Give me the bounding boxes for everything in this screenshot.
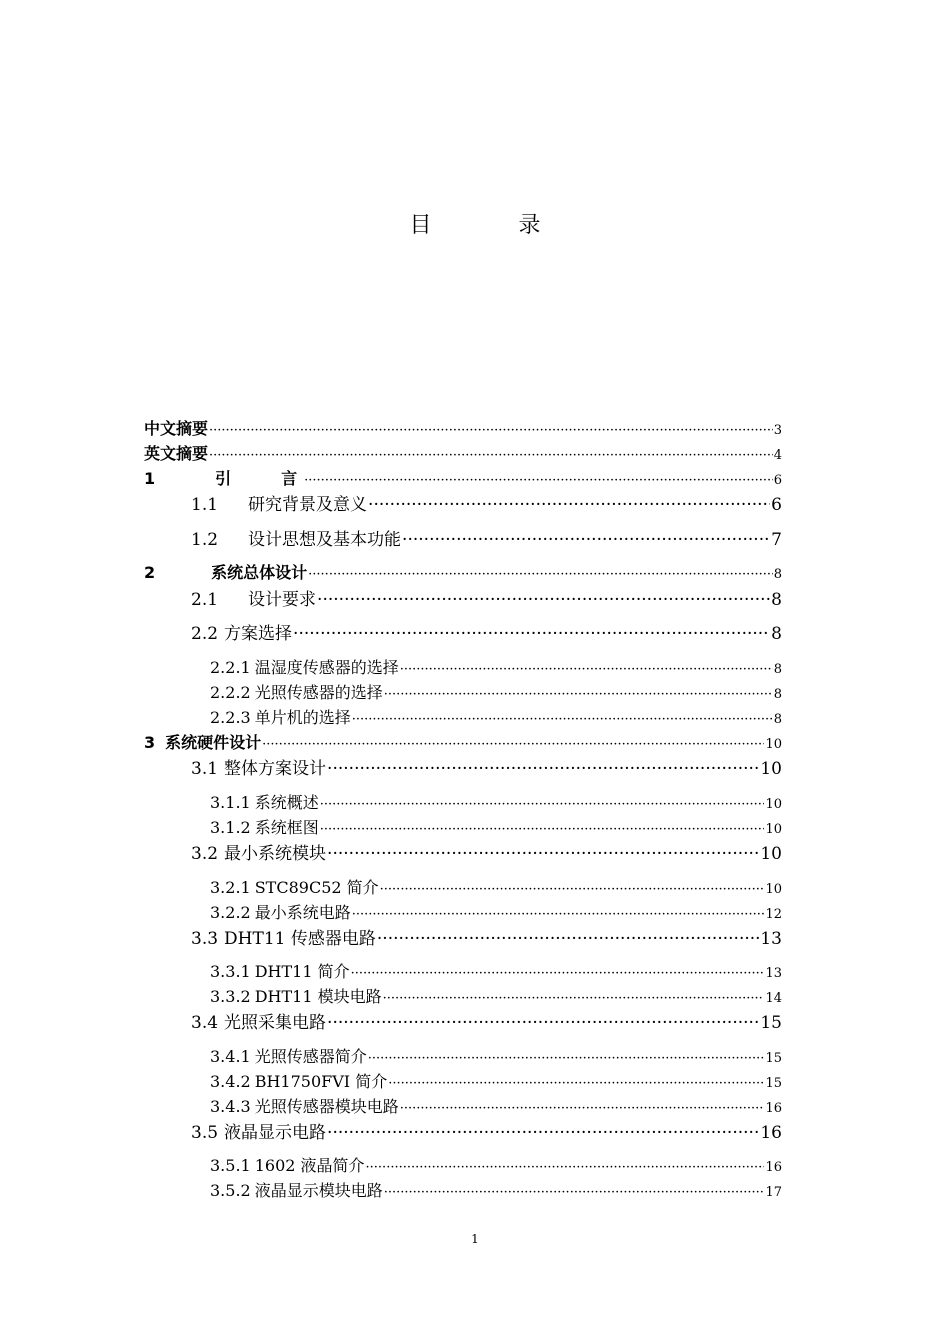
toc-entry[interactable]	[191, 619, 782, 644]
toc-entry-title: DHT11 传感器电路	[224, 929, 376, 949]
toc-entry-number: 1.2	[191, 530, 219, 550]
toc-entry-label	[144, 441, 208, 464]
dot-leader	[352, 712, 773, 727]
toc-entry-page: 16	[760, 1123, 782, 1143]
toc-entry-number: 3	[144, 733, 156, 752]
toc-entry-page: 6	[773, 473, 782, 488]
toc-entry-title: 引 言	[215, 469, 304, 488]
dot-leader	[380, 882, 765, 897]
dot-leader	[327, 1123, 759, 1143]
toc-entry[interactable]	[210, 875, 782, 898]
dot-leader	[209, 448, 773, 463]
toc-entry-page: 8	[771, 624, 782, 644]
toc-entry-page: 12	[765, 907, 782, 922]
toc-entry-page: 4	[773, 448, 782, 463]
toc-entry[interactable]	[144, 441, 782, 464]
toc-entry-page: 17	[765, 1185, 782, 1200]
toc-entry-label	[210, 875, 379, 898]
toc-entry-page: 10	[760, 844, 782, 864]
dot-leader	[384, 1185, 765, 1200]
toc-entry-page: 13	[765, 966, 782, 981]
toc-entry-number: 3.4	[191, 1013, 219, 1033]
toc-entry[interactable]	[210, 680, 782, 703]
toc-entry-label	[191, 924, 376, 949]
toc-entry-page: 14	[765, 991, 782, 1006]
toc-entry-label	[144, 416, 208, 439]
toc-entry-label	[210, 959, 350, 982]
toc-entry-page: 10	[760, 759, 782, 779]
dot-leader	[327, 844, 759, 864]
toc-entry[interactable]	[191, 839, 782, 864]
toc-entry-page: 16	[765, 1101, 782, 1116]
toc-entry-number: 3.1.1	[210, 793, 251, 812]
toc-entry-page: 8	[773, 687, 782, 702]
toc-entry-number: 3.5.2	[210, 1181, 251, 1200]
toc-entry-title: 系统硬件设计	[165, 733, 262, 752]
toc-entry[interactable]	[210, 1069, 782, 1092]
toc-entry-title: 1602 液晶简介	[254, 1156, 365, 1175]
dot-leader	[383, 991, 765, 1006]
toc-entry-title: 液晶显示模块电路	[254, 1181, 383, 1200]
toc-entry-number: 3.2.1	[210, 878, 251, 897]
dot-leader	[402, 530, 770, 550]
toc-entry[interactable]	[210, 1153, 782, 1176]
page-number: 1	[471, 1232, 479, 1246]
toc-entry[interactable]	[210, 815, 782, 838]
dot-leader	[384, 687, 773, 702]
toc-entry-page: 10	[765, 737, 782, 752]
toc-entry[interactable]	[191, 754, 782, 779]
dot-leader	[293, 624, 770, 644]
toc-entry-number: 2.2.3	[210, 708, 251, 727]
dot-leader	[400, 1101, 765, 1116]
toc-entry-label	[210, 1178, 383, 1201]
toc-entry-label	[191, 525, 401, 550]
toc-entry[interactable]	[144, 730, 782, 753]
dot-leader	[368, 1051, 765, 1066]
toc-entry[interactable]	[191, 490, 782, 515]
toc-entry-page: 10	[765, 822, 782, 837]
toc-entry-page: 16	[765, 1160, 782, 1175]
toc-entry-page: 8	[773, 712, 782, 727]
toc-entry[interactable]	[144, 416, 782, 439]
toc-entry[interactable]	[210, 655, 782, 678]
toc-entry-number: 3.3.1	[210, 962, 251, 981]
toc-entry[interactable]	[144, 466, 782, 489]
toc-entry-page: 10	[765, 797, 782, 812]
dot-leader	[368, 495, 770, 515]
toc-entry-title: 整体方案设计	[224, 759, 327, 779]
toc-entry-number: 1.1	[191, 495, 219, 515]
toc-entry-label	[210, 655, 399, 678]
toc-entry[interactable]	[210, 705, 782, 728]
toc-entry-title: 中文摘要	[144, 419, 209, 438]
toc-entry-title: 方案选择	[224, 624, 293, 644]
toc-entry-label	[191, 1118, 326, 1143]
toc-entry-title: 研究背景及意义	[248, 495, 368, 515]
toc-entry-title: 光照传感器模块电路	[254, 1097, 399, 1116]
toc-entry-number: 1	[144, 469, 156, 488]
toc-entry[interactable]	[210, 984, 782, 1007]
toc-entry-number: 3.5.1	[210, 1156, 251, 1175]
toc-entry-title: 设计思想及基本功能	[248, 530, 402, 550]
toc-entry-title: 最小系统电路	[254, 903, 351, 922]
dot-leader	[327, 759, 759, 779]
toc-entry-label	[191, 619, 292, 644]
toc-entry[interactable]	[191, 585, 782, 610]
toc-entry-page: 8	[773, 662, 782, 677]
dot-leader	[327, 1013, 759, 1033]
toc-entry-number: 2.2.2	[210, 683, 251, 702]
dot-leader	[366, 1160, 765, 1175]
dot-leader	[304, 473, 773, 488]
toc-entry-title: 光照传感器简介	[254, 1047, 367, 1066]
page-title: 目 录	[409, 213, 581, 238]
toc-entry-label	[191, 754, 326, 779]
dot-leader	[400, 662, 773, 677]
toc-entry-number: 2	[144, 563, 156, 582]
toc-entry-number: 2.2.1	[210, 658, 251, 677]
toc-entry-title: 系统总体设计	[211, 563, 308, 582]
dot-leader	[209, 423, 773, 438]
toc-entry-title: 光照传感器的选择	[254, 683, 383, 702]
toc-entry-page: 15	[760, 1013, 782, 1033]
dot-leader	[320, 822, 765, 837]
toc-entry-label	[210, 1094, 399, 1117]
toc-entry-label	[210, 705, 351, 728]
dot-leader	[351, 966, 765, 981]
toc-entry-label	[210, 900, 351, 923]
toc-entry-number: 3.5	[191, 1123, 219, 1143]
toc-entry[interactable]	[191, 924, 782, 949]
toc-entry[interactable]	[144, 560, 782, 583]
toc-entry-label	[144, 560, 307, 583]
toc-entry-label	[191, 585, 316, 610]
toc-entry-label	[210, 815, 319, 838]
toc-entry-title: DHT11 模块电路	[254, 987, 382, 1006]
toc-entry-number: 3.4.2	[210, 1072, 251, 1091]
toc-entry-page: 10	[765, 882, 782, 897]
toc-entry[interactable]	[191, 1008, 782, 1033]
dot-leader	[308, 567, 773, 582]
dot-leader	[317, 590, 770, 610]
toc-entry-label	[210, 984, 382, 1007]
dot-leader	[320, 797, 765, 812]
toc-entry-label	[210, 680, 383, 703]
toc-entry[interactable]	[210, 790, 782, 813]
toc-entry-title: STC89C52 简介	[254, 878, 379, 897]
toc-entry-label	[144, 730, 261, 753]
toc-entry-title: 系统概述	[254, 793, 319, 812]
toc-entry-label	[191, 490, 367, 515]
toc-entry-number: 2.2	[191, 624, 219, 644]
toc-entry-number: 3.4.1	[210, 1047, 251, 1066]
toc-entry-page: 6	[771, 495, 782, 515]
toc-entry-title: 液晶显示电路	[224, 1123, 327, 1143]
toc-entry[interactable]	[210, 1094, 782, 1117]
toc-entry-title: 英文摘要	[144, 444, 209, 463]
toc-entry-page: 8	[771, 590, 782, 610]
toc-entry-number: 3.2	[191, 844, 219, 864]
toc-entry-page: 15	[765, 1076, 782, 1091]
toc-entry-page: 15	[765, 1051, 782, 1066]
toc-entry-label	[191, 839, 326, 864]
toc-entry[interactable]	[210, 1044, 782, 1067]
toc-entry[interactable]	[191, 525, 782, 550]
toc-entry-title: DHT11 简介	[254, 962, 350, 981]
toc-entry-label	[144, 466, 303, 489]
toc-entry-label	[191, 1008, 326, 1033]
toc-entry-label	[210, 1069, 387, 1092]
toc-entry[interactable]	[191, 1118, 782, 1143]
toc-entry-label	[210, 1044, 367, 1067]
toc-entry-page: 3	[773, 423, 782, 438]
dot-leader	[377, 929, 759, 949]
toc-entry-number: 2.1	[191, 590, 219, 610]
toc-entry-title: 设计要求	[248, 590, 317, 610]
dot-leader	[352, 907, 765, 922]
toc-entry-page: 8	[773, 567, 782, 582]
toc-entry-title: 最小系统模块	[224, 844, 327, 864]
toc-entry-page: 7	[771, 530, 782, 550]
toc-entry-number: 3.1.2	[210, 818, 251, 837]
toc-entry[interactable]	[210, 959, 782, 982]
toc-entry-title: BH1750FVI 简介	[254, 1072, 388, 1091]
toc-entry-label	[210, 790, 319, 813]
dot-leader	[262, 737, 764, 752]
dot-leader	[388, 1076, 764, 1091]
toc-entry-number: 3.4.3	[210, 1097, 251, 1116]
toc-entry-number: 3.3	[191, 929, 219, 949]
toc-entry-number: 3.3.2	[210, 987, 251, 1006]
toc-entry-page: 13	[760, 929, 782, 949]
toc-entry[interactable]	[210, 900, 782, 923]
toc-entry-number: 3.2.2	[210, 903, 251, 922]
toc-entry-number: 3.1	[191, 759, 219, 779]
toc-entry-title: 光照采集电路	[224, 1013, 327, 1033]
toc-entry[interactable]	[210, 1178, 782, 1201]
toc-entry-title: 温湿度传感器的选择	[254, 658, 399, 677]
toc-entry-title: 单片机的选择	[254, 708, 351, 727]
toc-entry-label	[210, 1153, 365, 1176]
toc-entry-title: 系统框图	[254, 818, 319, 837]
